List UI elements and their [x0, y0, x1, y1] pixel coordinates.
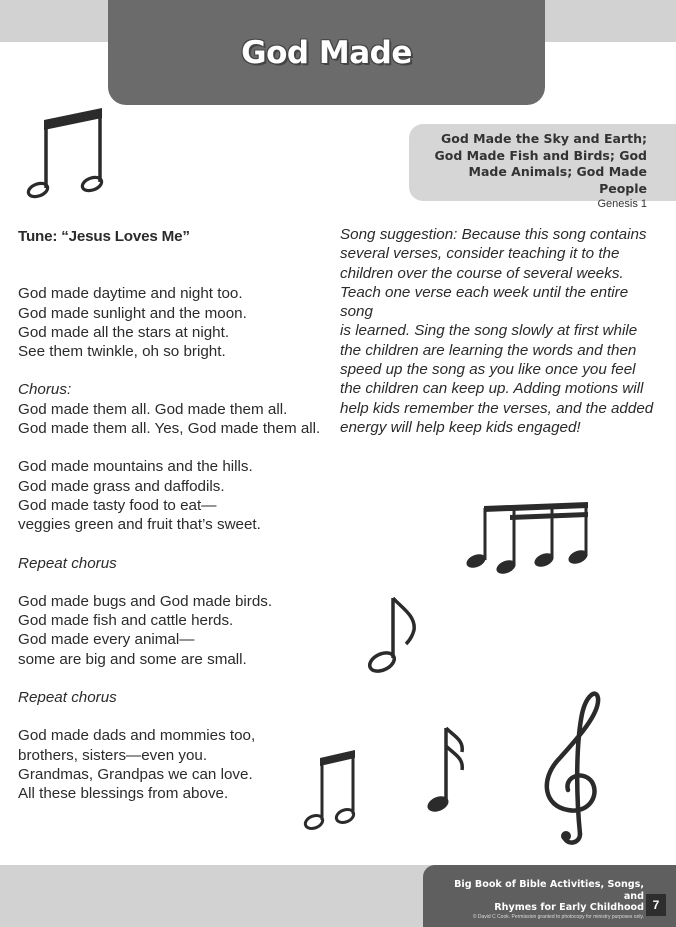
- tune-label: Tune: “Jesus Loves Me”: [18, 228, 190, 245]
- repeat-chorus-2: [18, 688, 318, 707]
- title-tab: [108, 0, 545, 105]
- lyric-line: God made tasty food to eat—: [18, 496, 217, 514]
- page-title: God Made: [241, 34, 412, 71]
- scripture-reference: Genesis 1: [597, 198, 647, 210]
- book-title-line: Rhymes for Early Childhood: [494, 902, 644, 913]
- lyric-line: veggies green and fruit that’s sweet.: [18, 516, 261, 534]
- topic-line: God Made Fish and Birds; God: [434, 147, 647, 163]
- sixteenth-note-icon: [426, 724, 476, 819]
- suggestion-line: is learned. Sing the song slowly at first while: [340, 322, 638, 340]
- lyric-line: God made them all. Yes, God made them all.: [18, 420, 321, 438]
- lyric-line: See them twinkle, oh so bright.: [18, 343, 226, 361]
- lyric-line: some are big and some are small.: [18, 650, 247, 668]
- topic-line: Made Animals; God Made People: [468, 164, 647, 196]
- beamed-eighth-notes-icon: [22, 104, 112, 204]
- repeat-chorus-label: Repeat chorus: [18, 554, 117, 572]
- lyric-line: God made grass and daffodils.: [18, 477, 225, 495]
- treble-clef-icon: [536, 684, 616, 850]
- suggestion-line: Song suggestion: Because this song contains: [340, 226, 647, 243]
- suggestion-line: help kids remember the verses, and the added: [340, 399, 654, 417]
- verse-2: [18, 457, 318, 534]
- chorus: [18, 380, 321, 438]
- footer-book-info: [423, 865, 676, 927]
- suggestion-line: children over the course of several weeks.: [340, 264, 624, 282]
- repeat-chorus-1: [18, 554, 318, 573]
- page-number: 7: [646, 894, 666, 916]
- song-lyrics: [18, 227, 321, 823]
- book-title-line: Big Book of Bible Activities, Songs, and: [454, 879, 644, 902]
- beamed-sixteenth-notes-icon: [460, 498, 595, 578]
- verse-4: [18, 726, 318, 803]
- lyric-line: brothers, sisters—even you.: [18, 746, 208, 764]
- lyric-line: God made daytime and night too.: [18, 285, 243, 303]
- suggestion-line: several verses, consider teaching it to the: [340, 245, 620, 263]
- eighth-note-icon: [364, 594, 424, 676]
- lyric-line: God made dads and mommies too,: [18, 727, 256, 745]
- topic-box: [409, 124, 676, 210]
- verse-1: [18, 284, 318, 361]
- song-suggestion: [340, 225, 660, 437]
- suggestion-line: Teach one verse each week until the entire song: [340, 283, 629, 321]
- lyric-line: Grandmas, Grandpas we can love.: [18, 765, 253, 783]
- copyright-notice: © David C Cook. Permission granted to photocopy for ministry purposes only.: [472, 913, 644, 920]
- lyric-line: God made bugs and God made birds.: [18, 592, 273, 610]
- lyric-line: God made them all. God made them all.: [18, 400, 288, 418]
- lyric-line: God made mountains and the hills.: [18, 458, 253, 476]
- lyric-line: God made fish and cattle herds.: [18, 612, 234, 630]
- lyric-line: God made all the stars at night.: [18, 323, 230, 341]
- suggestion-line: speed up the song as you like once you feel: [340, 361, 636, 379]
- suggestion-line: the children can keep up. Adding motions will: [340, 380, 644, 398]
- suggestion-line: the children are learning the words and then: [340, 341, 637, 359]
- repeat-chorus-label: Repeat chorus: [18, 689, 117, 707]
- suggestion-line: energy will help keep kids engaged!: [340, 418, 581, 436]
- lyric-line: All these blessings from above.: [18, 785, 229, 803]
- topic-line: God Made the Sky and Earth;: [441, 131, 647, 146]
- beamed-eighth-notes-icon: [300, 744, 360, 834]
- lyric-line: God made every animal—: [18, 631, 195, 649]
- lyric-line: God made sunlight and the moon.: [18, 304, 247, 322]
- verse-3: [18, 592, 318, 669]
- chorus-label: Chorus:: [18, 381, 72, 399]
